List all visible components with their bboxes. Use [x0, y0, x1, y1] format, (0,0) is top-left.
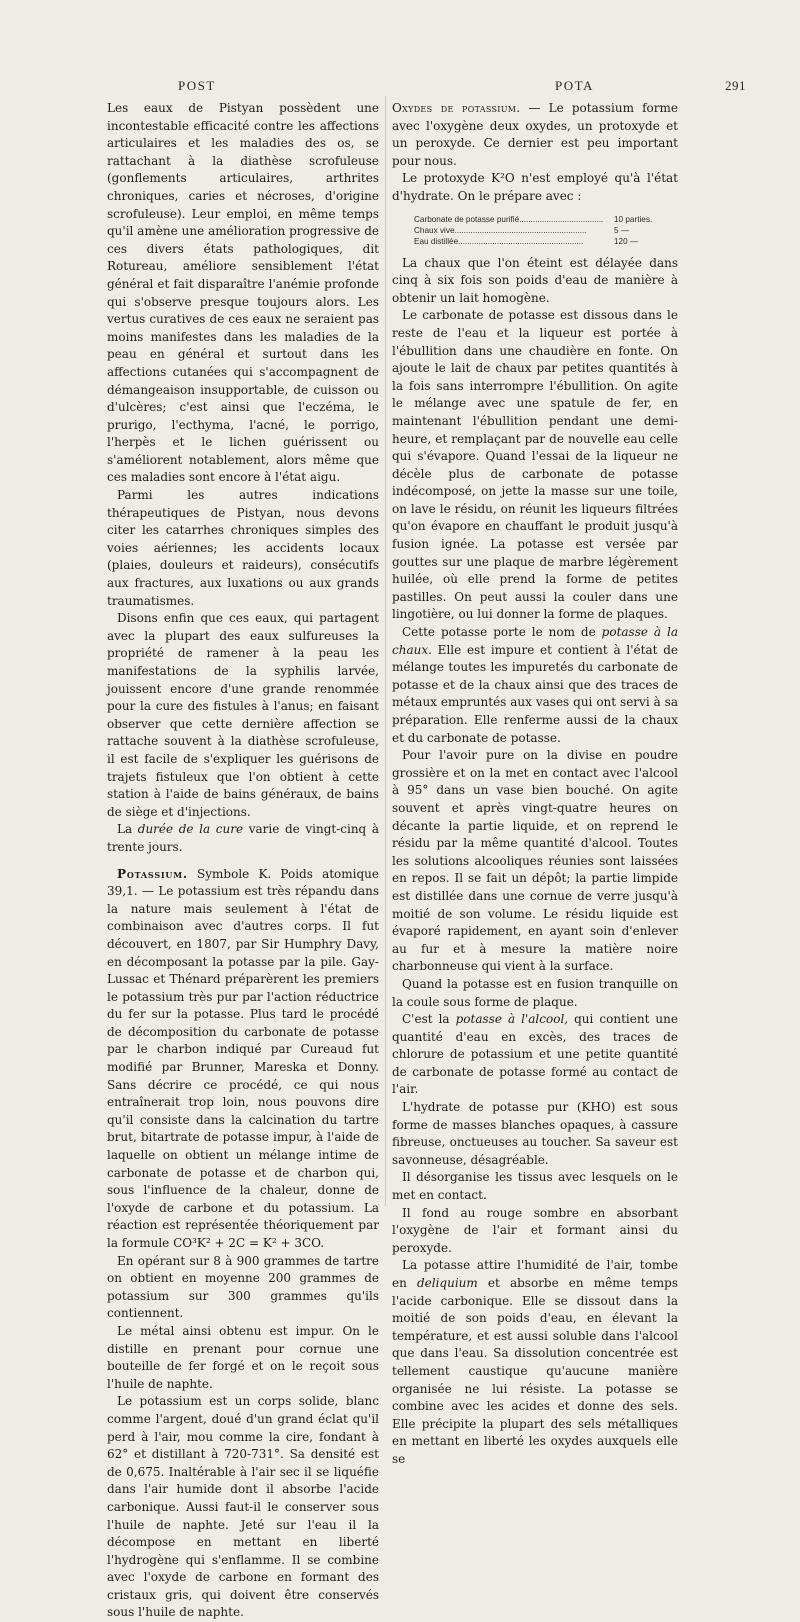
potassium-paragraph-distill: Le métal ainsi obtenu est impur. On le distille en prenant pour cornue une bouteille de fer forgé et on le reçoit sous l'huile de naphte. [107, 1323, 379, 1391]
potasse-chaux-paragraph [392, 624, 678, 747]
recipe-label: Carbonate de potasse purifié [414, 214, 520, 224]
pistyan-paragraph-2: Parmi les autres indications thérapeutiques de Pistyan, nous devons citer les catarrhes chroniques simples des voies aériennes; les accidents locaux (plaies, douleurs et raideurs), consécutifs aux fractures, aux luxations ou aux grands traumatismes. [107, 488, 379, 608]
page-number: 291 [725, 78, 746, 93]
deliquium-pre: La potasse attire l'humidité de l'air, tombe en [392, 1258, 678, 1290]
cure-duration-post: varie de vingt-cinq à trente jours. [107, 822, 380, 854]
fond-paragraph: Il fond au rouge sombre en absorbant l'oxygène de l'air et formant ainsi du peroxyde. [392, 1205, 678, 1255]
potassium-paragraph-properties: Le potassium est un corps solide, blanc comme l'argent, doué d'un grand éclat qu'il perd à l'air, mou comme la cire, fondant à 62° et distillant à 720-731°. Sa densité est de 0,675. Inaltérable à l'air sec il se liquéfie dans l'air humide dont il absorbe l'acide carbonique. Aussi faut-il le conserver sous l'huile de naphte. Jeté sur l'eau il la décompose en mettant en liberté l'hydrogène qui s'enflamme. Il se combine avec l'oxyde de carbone en formant des cristaux gris, qui doivent être conservés sous l'huile de naphte. [107, 1394, 379, 1620]
potassium-headword: Potassium. [117, 866, 188, 881]
deliquium-paragraph [392, 1257, 678, 1468]
cure-duration-pre: La [117, 822, 138, 837]
potassium-entry [107, 866, 379, 1253]
column-divider [385, 96, 386, 1206]
recipe-row: Chaux vive.......................................................... 5 — [414, 225, 664, 236]
recipe-qty: 10 parties. [614, 214, 653, 224]
hydrate-paragraph: L'hydrate de potasse pur (KHO) est sous forme de masses blanches opaques, à cassure fibreuse, onctueuses au toucher. Sa saveur est savonneuse, désagréable. [392, 1100, 678, 1167]
pistyan-paragraph-3: Disons enfin que ces eaux, qui partagent avec la plupart des eaux sulfureuses la propriété de ramener à la peau les manifestations de la syphilis larvée, jouissent encore d'une grande renommée pour la cure des fistules à l'anus; en faisant observer que cette dernière affection se rattache souvent à la diathèse scrofuleuse, il est facile de s'expliquer les guérisons de trajets fistuleux que l'on obtient à cette station à l'aide de bains généraux, de bains de siège et d'injections. [107, 611, 379, 819]
oxydes-entry [392, 100, 678, 170]
potassium-text: Symbole K. Poids atomique 39,1. — Le potassium est très répandu dans la nature mais seulement à l'état de combinaison avec d'autres corps. Il fut découvert, en 1807, par Sir Humphry Davy, en décomposant la potasse par la pile. Gay-Lussac et Thénard préparèrent les premiers le potassium très pur par l'action réductrice du fer sur la potasse. Plus tard le procédé de décomposition du carbonate de potasse par le charbon indiqué par Cureaud fut modifié par Brunner, Mareska et Donny. Sans décrire ce procédé, ce qui nous entraînerait trop loin, nous pouvons dire qu'il consiste dans la calcination du tartre brut, bitartrate de potasse impur, à l'aide de laquelle on obtient un mélange intime de carbonate de potasse et de charbon qui, sous l'influence de la chaleur, donne de l'oxyde de carbone et du potassium. La réaction est représentée théoriquement par la formule [107, 866, 379, 1250]
recipe-table [414, 214, 664, 247]
recipe-qty: 120 — [614, 236, 639, 246]
potasse-alcool-paragraph [392, 1011, 678, 1099]
carbonate-paragraph: Le carbonate de potasse est dissous dans le reste de l'eau et la liqueur est portée à l'ébullition dans une chaudière en fonte. On ajoute le lait de chaux par petites quantités à la fois sans interrompre l'ébullition. On agite le mélange avec une spatule de fer, en maintenant l'ébullition pendant une demi-heure, et remplaçant par de nouvelle eau celle qui s'évapore. Quand l'essai de la liqueur ne décèle plus de carbonate de potasse indécomposé, on jette la masse sur une toile, on lave le résidu, on réunit les liqueurs filtrées qu'on évapore en chauffant le produit jusqu'à fusion ignée. La potasse est versée par gouttes sur une plaque de marbre légèrement huilée, où elle prend la forme de petites pastilles. On peut aussi la couler dans une lingotière, ou lui donner la forme de plaques. [392, 308, 678, 622]
potasse-chaux-post: Elle est impure et contient à l'état de mélange toutes les impuretés du carbonate de potasse et de la chaux ainsi que des traces de métaux empruntés aux vases qui ont servi à sa préparation. Elle renferme aussi de la chaux et du carbonate de potasse. [392, 642, 678, 745]
pistyan-paragraph-1: Les eaux de Pistyan possèdent une incontestable efficacité contre les affections articulaires et les maladies des os, se rattachant à la diathèse scrofuleuse (gonflements articulaires, arthrites chroniques, caries et nécroses, d'origine scrofuleuse). Leur emploi, en même temps qu'il amène une amélioration progressive de ces divers états pathologiques, dit Rotureau, améliore sensiblement l'état général et fait disparaître l'anémie profonde qui s'observe presque toujours alors. Les vertus curatives de ces eaux ne seraient pas moins manifestes dans les maladies de la peau en général et surtout dans les affections cutanées qui s'accompagnent de démangeaison insupportable, de cuisson ou d'ulcères; c'est ainsi que l'eczéma, le prurigo, l'ecthyma, l'acné, le porrigo, l'herpès et le lichen guérissent ou s'améliorent notablement, alors même que ces maladies sont encore à l'état aigu. [107, 101, 379, 485]
cure-duration-italic: durée de la cure [137, 822, 244, 837]
potasse-alcool-pre: C'est la [402, 1012, 456, 1027]
right-column [392, 100, 678, 1469]
deliquium-italic: deliquium [416, 1276, 478, 1290]
chaux-paragraph: La chaux que l'on éteint est délayée dans cinq à six fois son poids d'eau de manière à obtenir un lait homogène. [392, 255, 678, 305]
recipe-row: Eau distillée....................................................... 120 — [414, 236, 664, 247]
oxydes-headword: Oxydes de potassium. [392, 101, 521, 115]
running-head-left: POST [178, 78, 216, 93]
deliquium-post: et absorbe en même temps l'acide carbonique. Elle se dissout dans la moitié de son poids d'eau, en élevant la température, et est aussi soluble dans l'alcool que dans l'eau. Sa dissolution concentrée est tellement caustique qu'aucune manière organisée ne lui résiste. La potasse se combine avec les acides et donne des sels. Elle précipite la plupart des sels métalliques en mettant en liberté les oxydes auxquels elle se [392, 1276, 678, 1466]
recipe-label: Eau distillée [414, 236, 459, 246]
potasse-chaux-italic: potasse à la chaux. [392, 625, 679, 657]
protoxyde-paragraph: Le protoxyde K²O n'est employé qu'à l'état d'hydrate. On le prépare avec : [392, 171, 678, 203]
running-head-right: POTA [555, 78, 594, 93]
recipe-label: Chaux vive [414, 225, 455, 235]
potasse-chaux-pre: Cette potasse porte le nom de [402, 625, 602, 640]
fusion-paragraph: Quand la potasse est en fusion tranquille on la coule sous forme de plaque. [392, 976, 678, 1009]
recipe-row: Carbonate de potasse purifié..................................... 10 parties. [414, 214, 664, 225]
reaction-formula: CO³K² + 2C = K² + 3CO. [173, 1236, 325, 1250]
potassium-paragraph-yield: En opérant sur 8 à 900 grammes de tartre on obtient en moyenne 200 grammes de potassium sur 300 grammes qu'ils contiennent. [107, 1253, 379, 1321]
pistyan-paragraph-4 [107, 821, 379, 856]
oxydes-text: — Le potassium forme avec l'oxygène deux oxydes, un protoxyde et un peroxyde. Ce dernier est peu important pour nous. [392, 101, 679, 168]
desorganise-paragraph: Il désorganise les tissus avec lesquels on le met en contact. [392, 1170, 678, 1203]
recipe-qty: 5 — [614, 225, 630, 235]
potasse-alcool-post: qui contient une quantité d'eau en excès, des traces de chlorure de potassium et une petite quantité de carbonate de potasse formé au contact de l'air. [392, 1012, 678, 1097]
left-column [107, 100, 379, 1622]
potasse-alcool-italic: potasse à l'alcool, [455, 1012, 569, 1027]
purification-paragraph: Pour l'avoir pure on la divise en poudre grossière et on la met en contact avec l'alcool à 95° dans un vase bien bouché. On agite souvent et après vingt-quatre heures on décante la partie liquide, et on reprend le résidu par la même quantité d'alcool. Toutes les solutions alcooliques réunies sont laissées en repos. Il se fait un dépôt; la partie limpide est distillée dans une cornue de verre jusqu'à moitié de son volume. Le résidu liquide est évaporé rapidement, en ayant soin d'enlever au fur et à mesure la matière noire charbonneuse qui vient à la surface. [392, 748, 678, 974]
